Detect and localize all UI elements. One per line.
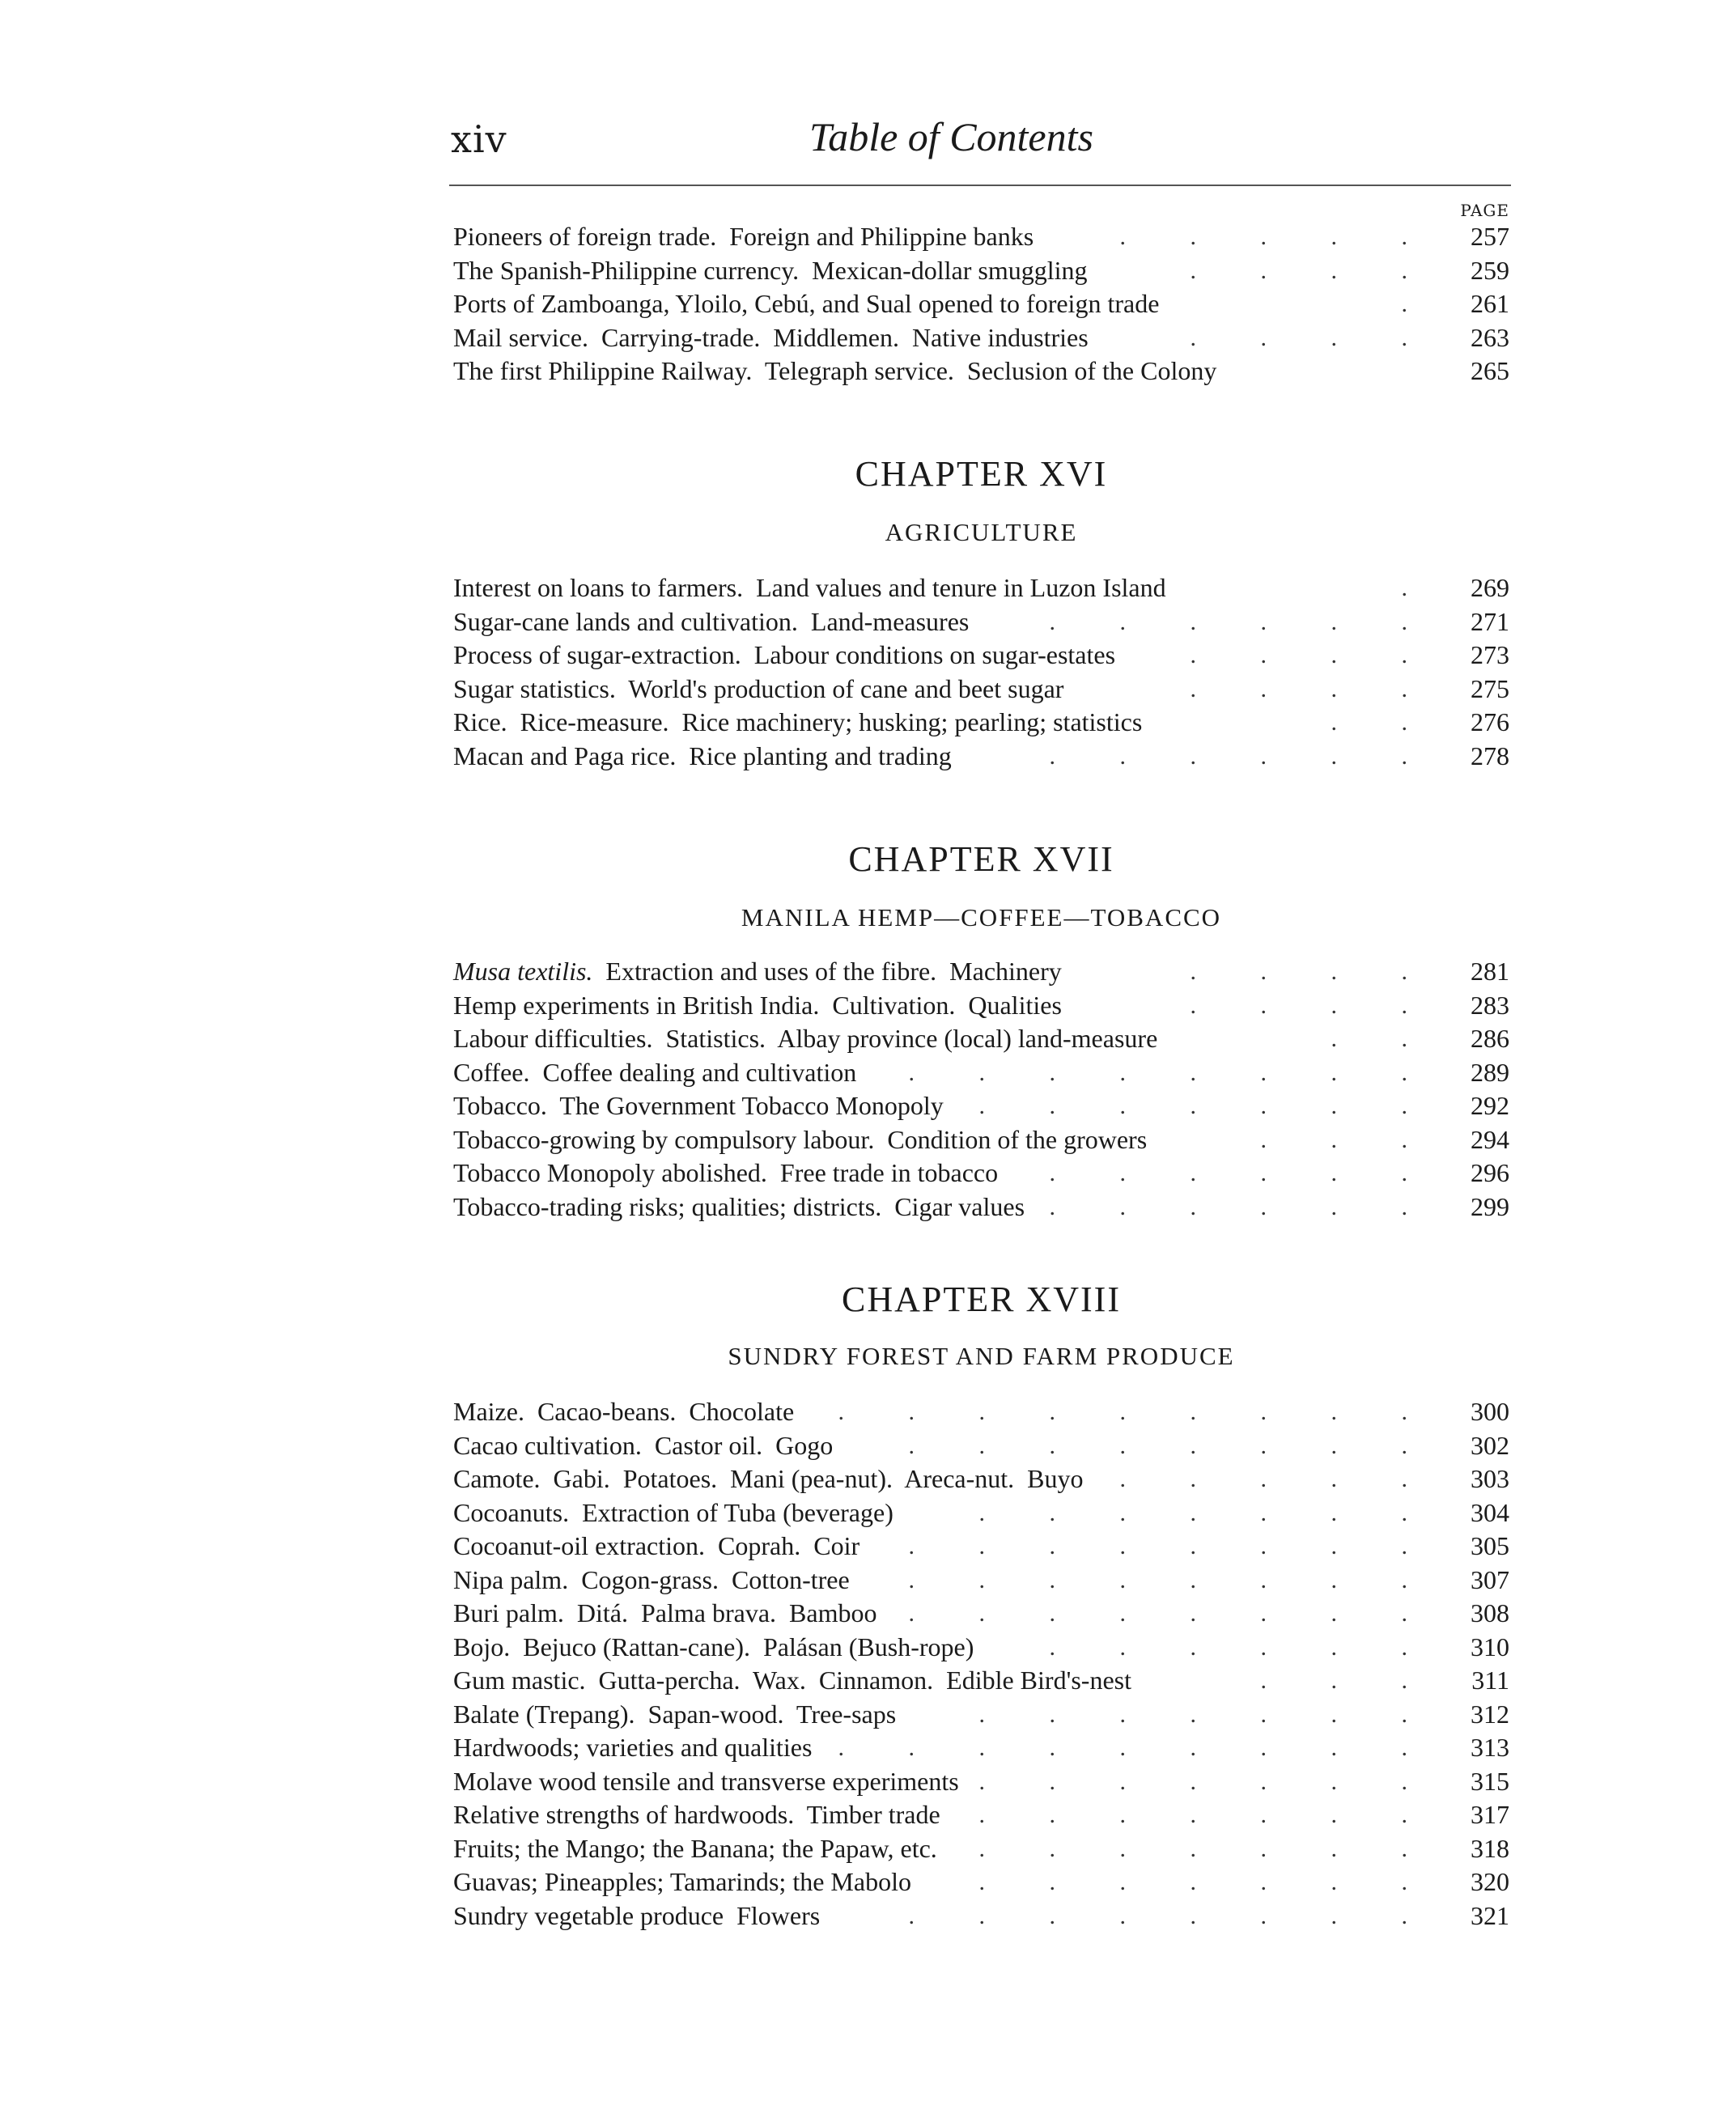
dot-leader: . . . . . . . bbox=[978, 1700, 1437, 1728]
toc-entry-text: Macan and Paga rice. Rice planting and trading bbox=[453, 740, 952, 770]
dot-leader: . . . . . . . . bbox=[908, 1902, 1437, 1929]
toc-entry-page: 269 bbox=[1471, 573, 1509, 602]
toc-entry-title bbox=[453, 254, 1088, 288]
toc-entry-title bbox=[453, 1765, 959, 1799]
toc-entry-title bbox=[453, 1865, 911, 1899]
toc-entry bbox=[453, 639, 1509, 673]
toc-entry-text: Rice. Rice-measure. Rice machinery; husking; pearling; statistics bbox=[453, 707, 1143, 736]
toc-entry-title bbox=[453, 605, 969, 639]
header-rule bbox=[449, 185, 1511, 186]
toc-entry bbox=[453, 220, 1509, 254]
toc-entry bbox=[453, 605, 1509, 639]
toc-entry-text: Interest on loans to farmers. Land values and tenure in Luzon Island bbox=[453, 573, 1166, 602]
toc-entry-title bbox=[453, 740, 952, 774]
toc-entry-page: 261 bbox=[1471, 289, 1509, 318]
toc-entry bbox=[453, 955, 1509, 989]
toc-entry-page: 271 bbox=[1471, 606, 1509, 636]
toc-entry-page: 276 bbox=[1471, 707, 1509, 736]
toc-entry-title bbox=[453, 1123, 1147, 1157]
dot-leader: . . . . . . . . bbox=[908, 1600, 1437, 1627]
toc-entry bbox=[453, 1899, 1509, 1933]
toc-entry-page: 321 bbox=[1471, 1900, 1509, 1930]
dot-leader: . . . . . . . . bbox=[908, 1059, 1437, 1086]
toc-entry bbox=[453, 1123, 1509, 1157]
toc-entry-title bbox=[453, 1698, 896, 1732]
toc-entry bbox=[453, 1429, 1509, 1463]
dot-leader: . bbox=[1401, 575, 1437, 601]
toc-entry-title bbox=[453, 220, 1034, 254]
toc-entry-title bbox=[453, 639, 1115, 673]
toc-entry-page: 275 bbox=[1471, 673, 1509, 703]
toc-entry-page: 286 bbox=[1471, 1024, 1509, 1053]
chapter-subtitle: AGRICULTURE bbox=[885, 518, 1078, 546]
toc-entry-title bbox=[453, 321, 1089, 355]
toc-entry-page: 304 bbox=[1471, 1497, 1509, 1527]
toc-entry-text: The Spanish-Philippine currency. Mexican-dollar smuggling bbox=[453, 255, 1088, 285]
toc-entry-page: 292 bbox=[1471, 1091, 1509, 1120]
dot-leader: . . . . bbox=[1190, 958, 1437, 985]
dot-leader: . . . . . . bbox=[1049, 1160, 1437, 1186]
toc-entry bbox=[453, 1056, 1509, 1090]
dot-leader: . . . . . . bbox=[1049, 1633, 1437, 1661]
toc-entry-page: 303 bbox=[1471, 1464, 1509, 1493]
dot-leader: . . bbox=[1331, 1025, 1437, 1052]
toc-entry-text: Coffee. Coffee dealing and cultivation bbox=[453, 1057, 857, 1087]
toc-entry-title bbox=[453, 1156, 998, 1190]
toc-entry-page: 283 bbox=[1471, 990, 1509, 1020]
toc-entry-text: Tobacco. The Government Tobacco Monopoly bbox=[453, 1091, 944, 1120]
toc-entry bbox=[453, 1022, 1509, 1056]
toc-entry bbox=[453, 254, 1509, 288]
dot-leader: . bbox=[1401, 291, 1437, 317]
toc-entry bbox=[453, 1190, 1509, 1224]
dot-leader: . . . . . . . . bbox=[908, 1533, 1437, 1559]
toc-entry bbox=[453, 1798, 1509, 1832]
page-column-label: PAGE bbox=[1460, 201, 1509, 220]
toc-entry bbox=[453, 287, 1509, 321]
dot-leader: . . . . . . . . . bbox=[838, 1734, 1437, 1761]
dot-leader: . . . . bbox=[1190, 675, 1437, 702]
dot-leader: . . . bbox=[1260, 1667, 1437, 1694]
toc-entry-text: Relative strengths of hardwoods. Timber trade bbox=[453, 1800, 940, 1829]
toc-entry-page: 263 bbox=[1471, 322, 1509, 352]
toc-entry-title bbox=[453, 1089, 944, 1123]
toc-entry-text: Fruits; the Mango; the Banana; the Papaw, etc. bbox=[453, 1833, 937, 1863]
toc-entry-title bbox=[453, 354, 1216, 388]
toc-entry bbox=[453, 1564, 1509, 1598]
dot-leader: . . . . bbox=[1190, 991, 1437, 1019]
running-title: Table of Contents bbox=[809, 114, 1093, 159]
toc-entry-text: Hemp experiments in British India. Cultivation. Qualities bbox=[453, 990, 1062, 1020]
toc-entry-title bbox=[453, 1664, 1131, 1698]
dot-leader: . . . . . . . bbox=[978, 1869, 1437, 1895]
toc-entry-title bbox=[453, 1564, 850, 1598]
toc-entry-text: Nipa palm. Cogon-grass. Cotton-tree bbox=[453, 1564, 850, 1594]
toc-entry bbox=[453, 706, 1509, 740]
toc-entry-title bbox=[453, 989, 1062, 1023]
toc-entry-title bbox=[453, 673, 1063, 707]
toc-entry-text: Tobacco Monopoly abolished. Free trade in tobacco bbox=[453, 1158, 999, 1187]
toc-entry-page: 273 bbox=[1471, 640, 1509, 669]
toc-entry-text: Pioneers of foreign trade. Foreign and Philippine banks bbox=[453, 222, 1034, 251]
toc-entry-page: 300 bbox=[1471, 1397, 1509, 1426]
toc-entry-text: Hardwoods; varieties and qualities bbox=[453, 1733, 813, 1762]
toc-entry bbox=[453, 1664, 1509, 1698]
toc-entry-page: 299 bbox=[1471, 1191, 1509, 1221]
toc-entry bbox=[453, 989, 1509, 1023]
toc-entry-text: Molave wood tensile and transverse experiments bbox=[453, 1766, 959, 1796]
chapter-subtitle: MANILA HEMP—COFFEE—TOBACCO bbox=[741, 903, 1222, 931]
dot-leader: . . . . bbox=[1190, 642, 1437, 668]
toc-entry bbox=[453, 673, 1509, 707]
toc-entry-text: Maize. Cacao-beans. Chocolate bbox=[453, 1397, 795, 1426]
toc-entry bbox=[453, 1156, 1509, 1190]
dot-leader: . . . . . . . . . bbox=[838, 1398, 1437, 1425]
toc-entry bbox=[453, 354, 1509, 388]
toc-entry bbox=[453, 1865, 1509, 1899]
page-number: xiv bbox=[451, 117, 507, 161]
dot-leader: . . . . . . . bbox=[978, 1093, 1437, 1119]
dot-leader: . . . . bbox=[1190, 324, 1437, 351]
toc-entry-text: Labour difficulties. Statistics. Albay province (local) land-measure bbox=[453, 1024, 1158, 1053]
toc-entry-page: 320 bbox=[1471, 1867, 1509, 1896]
toc-entry-text: Camote. Gabi. Potatoes. Mani (pea-nut). Areca-nut. Buyo bbox=[453, 1464, 1084, 1493]
toc-entry bbox=[453, 1597, 1509, 1631]
toc-entry-page: 278 bbox=[1471, 740, 1509, 770]
toc-entry-page: 259 bbox=[1471, 255, 1509, 285]
toc-entry bbox=[453, 1496, 1509, 1530]
toc-entry-page: 294 bbox=[1471, 1124, 1509, 1154]
toc-entry-page: 308 bbox=[1471, 1598, 1509, 1627]
toc-entry bbox=[453, 1089, 1509, 1123]
toc-entry-title bbox=[453, 1496, 893, 1530]
toc-entry bbox=[453, 1698, 1509, 1732]
toc-entry-page: 305 bbox=[1471, 1531, 1509, 1560]
chapter-heading: CHAPTER XVII bbox=[848, 839, 1114, 879]
toc-entry-page: 307 bbox=[1471, 1564, 1509, 1594]
toc-entry-text: Extraction and uses of the fibre. Machinery bbox=[592, 957, 1062, 986]
toc-entry-title bbox=[453, 1056, 856, 1090]
toc-entry-title bbox=[453, 1022, 1157, 1056]
toc-entry-page: 317 bbox=[1471, 1800, 1509, 1829]
toc-entry-title bbox=[453, 1190, 1025, 1224]
toc-entry bbox=[453, 321, 1509, 355]
toc-entry-title bbox=[453, 955, 1062, 989]
toc-entry bbox=[453, 740, 1509, 774]
toc-entry-title bbox=[453, 571, 1166, 605]
dot-leader: . . . . . . . . bbox=[908, 1432, 1437, 1459]
toc-entry-text: Ports of Zamboanga, Yloilo, Cebú, and Sual opened to foreign trade bbox=[453, 289, 1160, 318]
chapter-subtitle: SUNDRY FOREST AND FARM PRODUCE bbox=[728, 1342, 1235, 1370]
dot-leader: . . . bbox=[1260, 1126, 1437, 1153]
dot-leader: . . bbox=[1331, 709, 1437, 736]
toc-entry-text: Sugar statistics. World's production of cane and beet sugar bbox=[453, 673, 1064, 703]
toc-entry-text: Mail service. Carrying-trade. Middlemen. Native industries bbox=[453, 322, 1089, 352]
chapter-heading: CHAPTER XVI bbox=[855, 454, 1108, 494]
toc-entry-title bbox=[453, 1731, 812, 1765]
toc-entry bbox=[453, 1631, 1509, 1665]
toc-entry-text: Buri palm. Ditá. Palma brava. Bamboo bbox=[453, 1598, 877, 1627]
dot-leader: . . . . . . . bbox=[978, 1499, 1437, 1526]
toc-entry-page: 257 bbox=[1471, 222, 1509, 251]
toc-entry-title bbox=[453, 1899, 820, 1933]
toc-entry-title bbox=[453, 287, 1159, 321]
entry-list bbox=[453, 1395, 1509, 1933]
toc-entry-text: Gum mastic. Gutta-percha. Wax. Cinnamon. Edible Bird's-nest bbox=[453, 1666, 1131, 1695]
toc-entry-page: 281 bbox=[1471, 957, 1509, 986]
toc-entry-text: Process of sugar-extraction. Labour conditions on sugar-estates bbox=[453, 640, 1116, 669]
toc-entry-title bbox=[453, 1832, 937, 1866]
toc-entry-text: Guavas; Pineapples; Tamarinds; the Mabolo bbox=[453, 1867, 911, 1896]
dot-leader: . . . . bbox=[1190, 257, 1437, 284]
toc-entry-text: Balate (Trepang). Sapan-wood. Tree-saps bbox=[453, 1699, 897, 1729]
toc-entry-italic: Musa textilis. bbox=[453, 957, 593, 986]
toc-entry-title bbox=[453, 1597, 876, 1631]
toc-entry-page: 315 bbox=[1471, 1766, 1509, 1796]
toc-entry-text: The first Philippine Railway. Telegraph service. Seclusion of the Colony bbox=[453, 356, 1217, 385]
toc-entry-text: Cacao cultivation. Castor oil. Gogo bbox=[453, 1430, 834, 1460]
toc-entry-title bbox=[453, 706, 1142, 740]
toc-entry bbox=[453, 1462, 1509, 1496]
toc-entry-page: 311 bbox=[1471, 1666, 1509, 1695]
toc-entry-text: Cocoanut-oil extraction. Coprah. Coir bbox=[453, 1531, 860, 1560]
toc-entry-text: Sundry vegetable produce Flowers bbox=[453, 1900, 821, 1930]
dot-leader: . . . . . bbox=[1119, 223, 1437, 250]
toc-entry-text: Bojo. Bejuco (Rattan-cane). Palásan (Bush-rope) bbox=[453, 1632, 974, 1661]
toc-entry-title bbox=[453, 1530, 860, 1564]
toc-entry-text: Cocoanuts. Extraction of Tuba (beverage) bbox=[453, 1497, 893, 1527]
toc-entry-title bbox=[453, 1395, 794, 1429]
dot-leader: . . . . . . bbox=[1049, 608, 1437, 635]
toc-entry-page: 265 bbox=[1471, 356, 1509, 385]
toc-entry bbox=[453, 1530, 1509, 1564]
toc-entry bbox=[453, 1765, 1509, 1799]
toc-entry-title bbox=[453, 1462, 1083, 1496]
entry-list bbox=[453, 571, 1509, 773]
toc-entry-page: 312 bbox=[1471, 1699, 1509, 1729]
toc-entry-page: 313 bbox=[1471, 1733, 1509, 1762]
toc-entry bbox=[453, 1731, 1509, 1765]
toc-entry bbox=[453, 571, 1509, 605]
toc-entry-title bbox=[453, 1429, 833, 1463]
chapter-heading: CHAPTER XVIII bbox=[842, 1279, 1121, 1319]
entry-list bbox=[453, 220, 1509, 388]
dot-leader: . . . . . . . bbox=[978, 1835, 1437, 1862]
dot-leader: . . . . . . bbox=[1049, 1193, 1437, 1220]
toc-entry-page: 310 bbox=[1471, 1632, 1509, 1661]
toc-entry-text: Tobacco-growing by compulsory labour. Condition of the growers bbox=[453, 1124, 1148, 1154]
toc-entry bbox=[453, 1395, 1509, 1429]
toc-entry-title bbox=[453, 1798, 940, 1832]
dot-leader: . . . . . . . bbox=[978, 1801, 1437, 1828]
toc-entry bbox=[453, 1832, 1509, 1866]
toc-entry-text: Sugar-cane lands and cultivation. Land-measures bbox=[453, 606, 970, 636]
dot-leader: . . . . . . . . bbox=[908, 1566, 1437, 1593]
dot-leader: . . . . . bbox=[1119, 1466, 1437, 1492]
toc-entry-page: 289 bbox=[1471, 1057, 1509, 1087]
toc-entry-page: 318 bbox=[1471, 1833, 1509, 1863]
toc-entry-title bbox=[453, 1631, 974, 1665]
toc-entry-text: Tobacco-trading risks; qualities; districts. Cigar values bbox=[453, 1191, 1025, 1221]
toc-entry-page: 302 bbox=[1471, 1430, 1509, 1460]
dot-leader: . . . . . . bbox=[1049, 742, 1437, 770]
dot-leader: . . . . . . . bbox=[978, 1767, 1437, 1795]
entry-list bbox=[453, 955, 1509, 1224]
toc-entry-page: 296 bbox=[1471, 1158, 1509, 1187]
